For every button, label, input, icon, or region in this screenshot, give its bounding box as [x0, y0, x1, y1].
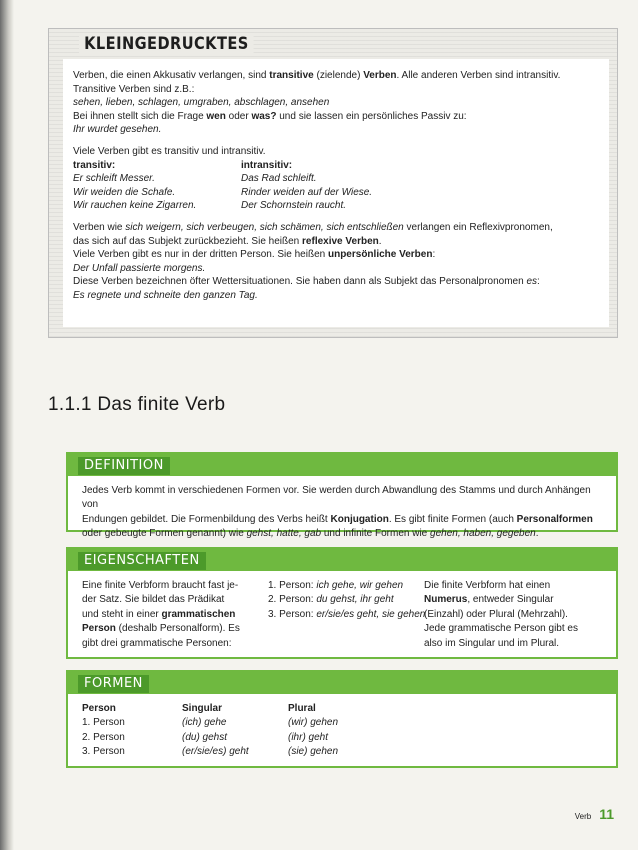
eigenschaften-header-bar	[68, 549, 616, 571]
formen-header-person: Person	[82, 703, 116, 714]
kg-transitive-table-head: transitiv: intransitiv:	[73, 159, 293, 171]
eigenschaften-column-1: Eine finite Verbform braucht fast je- der Satz. Sie bildet das Prädikat und steht in einer grammatischen Person (deshalb Personalform). Es gibt drei grammatische Personen:	[82, 580, 240, 649]
kg-paragraph-6: Viele Verben gibt es transitiv und intransitiv.	[73, 145, 266, 157]
definition-box	[66, 452, 618, 540]
table-cell: (ihr) geht	[288, 731, 329, 743]
eigenschaften-box	[66, 547, 618, 659]
formen-label: FORMEN	[78, 675, 149, 693]
formen-column-plural	[288, 702, 338, 760]
person-example: 1. Person: ich gehe, wir gehen	[268, 580, 404, 591]
formen-column-person	[82, 702, 182, 760]
kg-paragraph-11: Diese Verben bezeichnen öfter Wettersituationen. Sie haben dann als Subjekt das Personalpronomen es:	[73, 276, 540, 288]
kg-paragraph-1: Verben, die einen Akkusativ verlangen, sind transitive (zielende) Verben. Alle anderen Verben sind intransitiv.	[73, 70, 561, 81]
kg-paragraph-4: Bei ihnen stellt sich die Frage wen oder was? und sie lassen ein persönliches Passiv zu:	[73, 110, 467, 122]
table-cell: (wir) gehen	[288, 717, 339, 729]
kg-paragraph-7: Verben wie sich weigern, sich verbeugen, sich schämen, sich entschließen verlangen ein Reflexivpronomen,	[73, 221, 553, 233]
table-cell: 3. Person	[82, 746, 125, 758]
page-gutter-shadow	[0, 0, 14, 850]
formen-table	[68, 694, 616, 768]
kg-table-row: Wir weiden die Schafe. Rinder weiden auf der Wiese.	[73, 186, 373, 198]
table-cell: (er/sie/es) geht	[182, 746, 249, 758]
page-number: 11	[599, 806, 614, 822]
formen-header-singular: Singular	[182, 703, 223, 714]
table-cell: 1. Person	[82, 717, 125, 729]
person-example: 3. Person: er/sie/es geht, sie gehen	[268, 608, 426, 620]
kleingedrucktes-title: KLEINGEDRUCKTES	[79, 34, 254, 54]
kleingedrucktes-box	[48, 28, 618, 338]
kg-example-list: sehen, lieben, schlagen, umgraben, abschlagen, ansehen	[73, 97, 330, 109]
formen-header-plural: Plural	[288, 703, 316, 714]
table-cell: 2. Person	[82, 731, 125, 743]
kg-table-row: Wir rauchen keine Zigarren. Der Schornstein raucht.	[73, 200, 347, 212]
definition-body: Jedes Verb kommt in verschiedenen Formen vor. Sie werden durch Abwandlung des Stamms und durch Anhängen von Endungen gebildet. Die Formenbildung des Verbs heißt Konjugation. Es gibt finite Formen (auch Personalformen oder gebeugte Formen genannt) wie gehst, hatte, gab und infinite Formen wie gehen, haben, gegeben.	[82, 485, 593, 540]
footer-chapter-label: Verb	[574, 812, 592, 821]
eigenschaften-label: EIGENSCHAFTEN	[78, 552, 206, 570]
table-cell: (du) gehst	[182, 731, 228, 743]
kg-paragraph-2: Transitive Verben sind z.B.:	[73, 83, 195, 95]
table-cell: (sie) gehen	[288, 746, 339, 758]
kg-passive-example: Ihr wurdet gesehen.	[73, 124, 162, 136]
formen-column-singular	[182, 702, 288, 760]
kg-paragraph-9: Viele Verben gibt es nur in der dritten Person. Sie heißen unpersönliche Verben:	[73, 249, 436, 261]
page-footer	[575, 806, 614, 822]
kg-table-row: Er schleift Messer. Das Rad schleift.	[73, 173, 317, 185]
table-cell: (ich) gehe	[182, 717, 227, 729]
eigenschaften-body	[68, 571, 616, 659]
kg-paragraph-10: Der Unfall passierte morgens.	[73, 262, 206, 274]
person-example: 2. Person: du gehst, ihr geht	[268, 594, 394, 606]
formen-box	[66, 670, 618, 768]
definition-label: DEFINITION	[78, 457, 170, 475]
definition-header-bar	[68, 454, 616, 476]
kleingedrucktes-content	[63, 59, 609, 327]
kg-paragraph-8: das sich auf das Subjekt zurückbezieht. Sie heißen reflexive Verben.	[73, 235, 382, 247]
section-heading: 1.1.1 Das finite Verb	[48, 394, 226, 415]
kg-paragraph-12: Es regnete und schneite den ganzen Tag.	[73, 289, 258, 301]
eigenschaften-column-3: Die finite Verbform hat einen Numerus, entweder Singular (Einzahl) oder Plural (Mehrzahl). Jede grammatische Person gibt es also im Singular und im Plural.	[424, 580, 578, 649]
eigenschaften-column-2	[268, 579, 424, 651]
formen-header-bar	[68, 672, 616, 694]
